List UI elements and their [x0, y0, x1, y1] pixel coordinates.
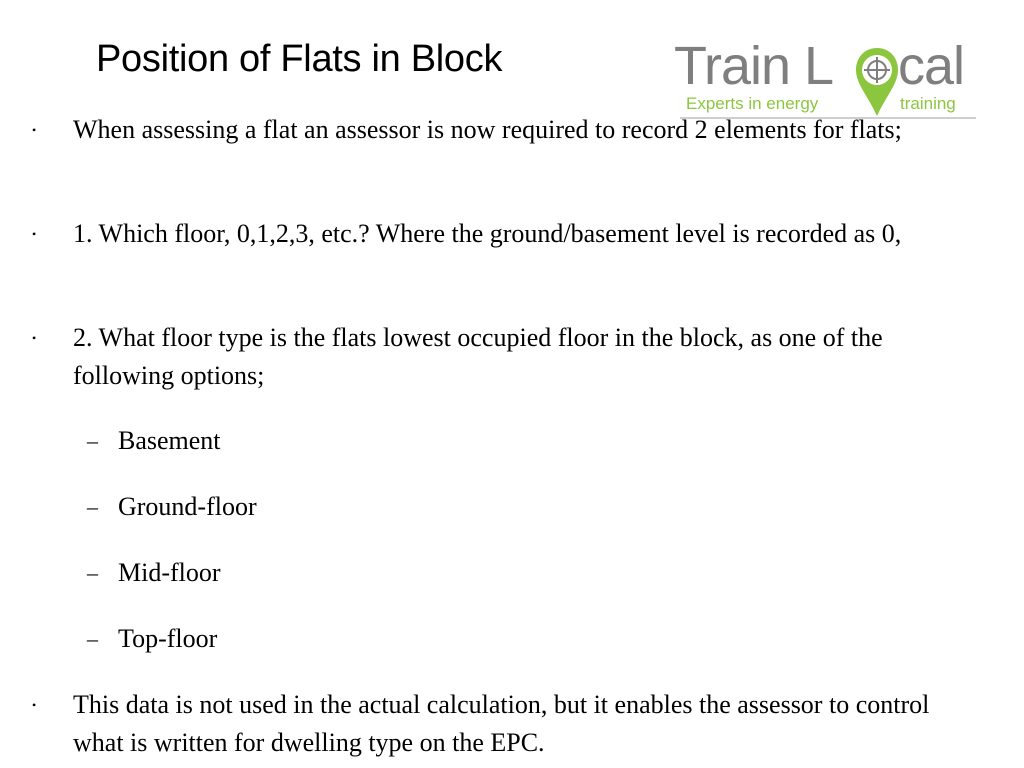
sub-bullet-item: Basement: [118, 426, 221, 455]
slide-title: Position of Flats in Block: [96, 38, 503, 80]
sub-bullet-marker: –: [87, 428, 98, 453]
sub-bullet-marker: –: [87, 560, 98, 585]
sub-bullet-item: Top-floor: [118, 624, 218, 653]
bullet-marker: •: [32, 123, 37, 137]
sub-bullet-item: Ground-floor: [118, 492, 257, 521]
logo-wordmark-part2: cal: [898, 36, 965, 96]
bullet-marker: •: [32, 227, 37, 241]
logo-tagline-left: Experts in energy: [686, 94, 819, 113]
bullet-marker: •: [32, 698, 37, 712]
sub-bullet-item: Mid-floor: [118, 558, 221, 587]
bullet-marker: •: [32, 331, 37, 345]
bullet-item: This data is not used in the actual calculation, but it enables the assessor to control what is written for dwelling type on the EPC.: [73, 690, 930, 757]
bullet-item: When assessing a flat an assessor is now required to record 2 elements for flats;: [73, 115, 902, 144]
logo-wordmark-part1: Train L: [674, 36, 834, 96]
bullet-item: 2. What floor type is the flats lowest occupied floor in the block, as one of the following options;: [73, 323, 883, 390]
bullet-item: 1. Which floor, 0,1,2,3, etc.? Where the ground/basement level is recorded as 0,: [73, 219, 902, 248]
sub-bullet-marker: –: [87, 626, 98, 651]
sub-bullet-marker: –: [87, 494, 98, 519]
logo-tagline-right: training: [900, 94, 956, 113]
